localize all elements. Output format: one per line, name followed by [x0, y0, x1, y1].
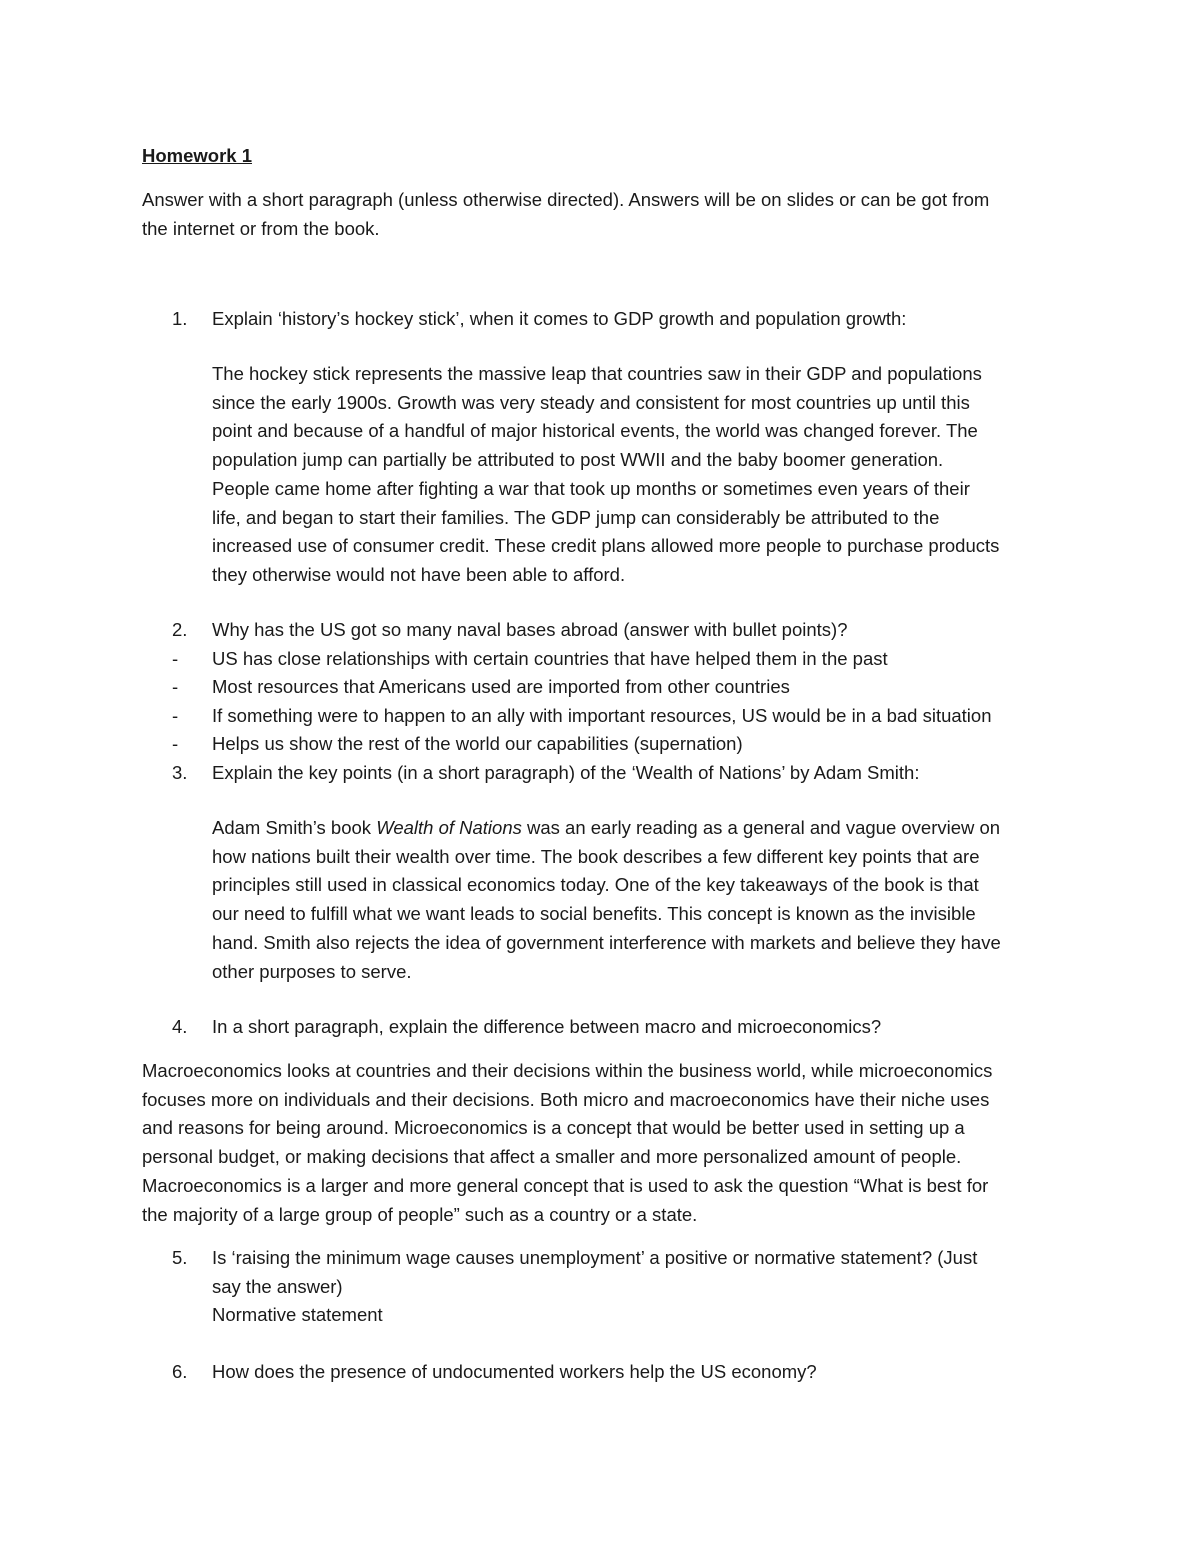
document-title: Homework 1	[142, 145, 253, 166]
q1-answer-line: they otherwise would not have been able to afford.	[212, 563, 626, 585]
q3-number: 3.	[172, 762, 188, 783]
q5-question-line: Is ‘raising the minimum wage causes unemployment’ a positive or normative statement? (Just	[212, 1247, 978, 1268]
bullet-marker: -	[172, 676, 179, 697]
q3-answer-line	[212, 814, 1001, 843]
q5-question-line: say the answer)	[212, 1275, 343, 1297]
q6-number: 6.	[172, 1361, 188, 1382]
q4-question: In a short paragraph, explain the difference between macro and microeconomics?	[212, 1016, 882, 1037]
q3-answer-line: our need to fulfill what we want leads to social benefits. This concept is known as the invisible	[212, 903, 976, 925]
q6-question: How does the presence of undocumented workers help the US economy?	[212, 1361, 817, 1382]
q1-answer	[212, 360, 999, 590]
q1-question: Explain ‘history’s hockey stick’, when it comes to GDP growth and population growth:	[212, 308, 907, 329]
bullet-marker: -	[172, 705, 179, 726]
q5-number: 5.	[172, 1247, 188, 1268]
q3-question: Explain the key points (in a short paragraph) of the ‘Wealth of Nations’ by Adam Smith:	[212, 762, 920, 783]
q2-bullet: If something were to happen to an ally with important resources, US would be in a bad situation	[212, 705, 992, 726]
q3-answer-line: hand. Smith also rejects the idea of government interference with markets and believe they have	[212, 931, 1001, 953]
intro-line: the internet or from the book.	[142, 217, 380, 239]
q1-answer-line: People came home after fighting a war that took up months or sometimes even years of their	[212, 477, 970, 499]
q1-answer-line: increased use of consumer credit. These credit plans allowed more people to purchase products	[212, 535, 1000, 557]
q1-answer-line: population jump can partially be attributed to post WWII and the baby boomer generation.	[212, 449, 944, 471]
q3-answer-line: other purposes to serve.	[212, 960, 412, 982]
bullet-marker: -	[172, 648, 179, 669]
q3-answer	[212, 814, 1001, 986]
q4-answer	[142, 1057, 992, 1229]
q1-answer-line: since the early 1900s. Growth was very steady and consistent for most countries up until this	[212, 391, 970, 413]
q3-answer-text: was an early reading as a general and vague overview on	[521, 817, 1001, 838]
q4-answer-line: Macroeconomics is a larger and more general concept that is used to ask the question “What is best for	[142, 1174, 989, 1196]
q4-answer-line: personal budget, or making decisions that affect a smaller and more personalized amount of people.	[142, 1146, 962, 1168]
q2-bullet: Most resources that Americans used are imported from other countries	[212, 676, 790, 697]
q2-bullet: US has close relationships with certain countries that have helped them in the past	[212, 648, 888, 669]
q3-answer-line: how nations built their wealth over time. The book describes a few different key points that are	[212, 845, 980, 867]
q4-answer-line: the majority of a large group of people” such as a country or a state.	[142, 1203, 698, 1225]
q3-answer-text: Adam Smith’s book	[212, 817, 377, 838]
q1-answer-line: The hockey stick represents the massive leap that countries saw in their GDP and populations	[212, 363, 982, 384]
q4-answer-line: Macroeconomics looks at countries and their decisions within the business world, while microeconomics	[142, 1060, 993, 1081]
q2-question: Why has the US got so many naval bases abroad (answer with bullet points)?	[212, 619, 848, 640]
q2-bullet: Helps us show the rest of the world our capabilities (supernation)	[212, 733, 743, 754]
q1-answer-line: life, and began to start their families. The GDP jump can considerably be attributed to the	[212, 506, 940, 528]
intro-line: Answer with a short paragraph (unless otherwise directed). Answers will be on slides or can be got from	[142, 189, 990, 210]
q2-number: 2.	[172, 619, 188, 640]
q5-question	[212, 1244, 977, 1330]
q5-answer: Normative statement	[212, 1304, 383, 1326]
q1-number: 1.	[172, 308, 188, 329]
q4-number: 4.	[172, 1016, 188, 1037]
q1-answer-line: point and because of a handful of major historical events, the world was changed forever. The	[212, 420, 978, 442]
q4-answer-line: focuses more on individuals and their decisions. Both micro and macroeconomics have their niche uses	[142, 1088, 990, 1110]
bullet-marker: -	[172, 733, 179, 754]
intro-paragraph	[142, 186, 989, 243]
book-title: Wealth of Nations	[376, 817, 522, 838]
q3-answer-line: principles still used in classical economics today. One of the key takeaways of the book is that	[212, 874, 979, 896]
q4-answer-line: and reasons for being around. Microeconomics is a concept that would be better used in setting up a	[142, 1117, 965, 1139]
